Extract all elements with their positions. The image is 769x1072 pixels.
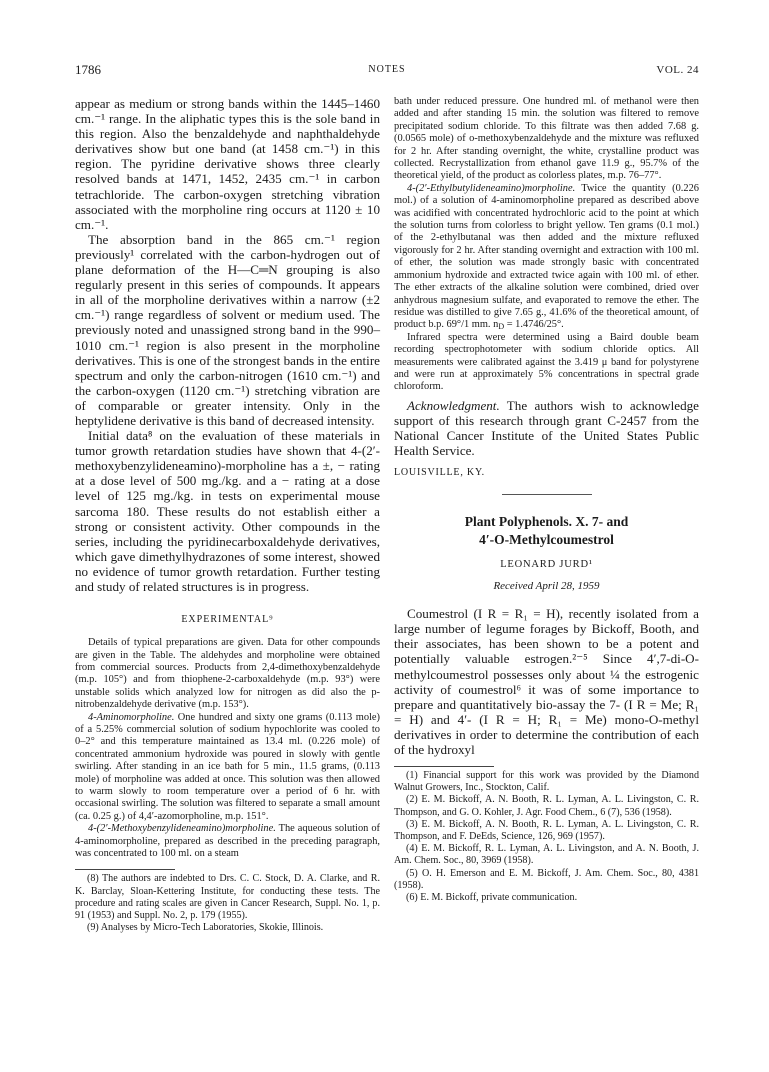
body-paragraph: Initial data⁸ on the evaluation of these materials in tumor growth retardation studies have shown that 4-(2′-methoxybenzylideneamino)-morpholine has a ±, − rating at a dose level of 500 mg./kg. and a − rating at a dose level of 125 mg./kg. in tests on experimental mouse sarcoma 180. These results do not establish either a strong or consistent activity. Other compounds in the series, including the pyridinecarboxaldehyde derivatives, which gave dimethylhydrazones of some interest, showed no evidence of tumor growth retardation. Further testing and study of related structures is in progress.: [75, 428, 380, 594]
experimental-paragraph: [394, 183, 699, 332]
author-line: LEONARD JURD¹: [500, 559, 593, 571]
footnote: (2) E. M. Bickoff, A. N. Booth, R. L. Lyman, A. L. Livingston, C. R. Thompson, and G. O. Kohler, J. Agr. Food Chem., 6 (7), 536 (1958).: [394, 794, 699, 818]
body-paragraph: Coumestrol (I R = R₁ = H), recently isolated from a large number of legume forages by Bickoff, Booth, and their associates, has been shown to be a potent and potentially valuable estrogen.²⁻⁵ Since 4′,7-di-O-methylcoumestrol possesses only about ¼ the estrogenic activity of coumestrol⁶ it was of some importance to prepare and quantitatively bio-assay the 7- (I R = Me; R₁ = H) and 4′- (I R = H; R₁ = Me) mono-O-methyl derivatives in order to determine the contribution of each of the hydroxyl: [394, 606, 699, 757]
footnotes: [394, 770, 699, 904]
refractive-index-subscript: D: [498, 322, 505, 332]
received-date: Received April 28, 1959: [493, 580, 600, 593]
experimental-paragraph: Infrared spectra were determined using a Baird double beam recording spectrophotometer with sodium chloride optics. All measurements were calibrated against the 3.419 μ band for polystyrene and were run at approximately 5% concentrations in spectral grade chloroform.: [394, 331, 699, 393]
experimental-paragraph: [75, 823, 380, 860]
experimental-paragraph: Details of typical preparations are given. Data for other compounds are given in the Table. The aldehydes and morpholine were obtained from commercial sources. Products from 2,4-dimethoxybenzaldehyde (m.p. 105°) and from thiophene-2-carboxaldehyde (m.p. 93°) were unstable solids which analyzed low for nitrogen as did also the p-nitrobenzaldehyde derivative (m.p. 153°).: [75, 637, 380, 711]
article-separator: [502, 494, 592, 495]
body-paragraph: The absorption band in the 865 cm.⁻¹ region previously¹ correlated with the carbon-hydrogen out of plane deformation of the H—C═N grouping is also regularly present in this series of compounds. It appears in all of the morpholine derivatives within a narrow (±2 cm.⁻¹) range regardless of solvent or medium used. The previously noted and unassigned strong band in the 990–1010 cm.⁻¹ region is also present in the morpholine derivatives. This is one of the strongest bands in the entire spectrum and only the carbon-nitrogen (1610 cm.⁻¹) and the carbon-oxygen (1120 cm.⁻¹) stretching vibration are of comparable or greater intensity. Only in the heptylidene derivative is this band of decreased intensity.: [75, 231, 380, 428]
compound-title: 4-(2′-Methoxybenzylideneamino)morpholine.: [88, 823, 276, 835]
footnote: (6) E. M. Bickoff, private communication.: [406, 892, 578, 904]
footnote: (9) Analyses by Micro-Tech Laboratories, Skokie, Illinois.: [87, 922, 324, 934]
place-line: LOUISVILLE, KY.: [394, 467, 485, 479]
footnote-rule: [394, 766, 494, 767]
article-title-line: 4′-O-Methylcoumestrol: [479, 532, 614, 548]
page-header: [75, 62, 699, 78]
article-title: [394, 513, 699, 549]
experimental-paragraph: [75, 712, 380, 824]
experimental-text: Twice the quantity (0.226 mol.) of a solution of 4-aminomorpholine prepared as described above was acidified with concentrated hydrochloric acid to the point at which the solution turns from colorless to bright yellow. Ten grams (0.1 mol.) of the 2-ethylbutanal was then added and the mixture refluxed vigorously for 2 hr. After standing overnight and extraction with 100 ml. of ether, the solution was made strongly basic with concentrated ammonium hydroxide and extracted twice again with 100 ml. of ether. The ether extracts of the alkaline solution were combined, dried over anhydrous magnesium sulfate, and evaporated to remove the ether. The residue was distilled to give 7.65 g., 41.6% of the theoretical amount, of product b.p. 69°/1 mm. n: [394, 182, 699, 331]
right-column: [394, 96, 699, 904]
footnote-rule: [75, 869, 175, 870]
experimental-text: = 1.4746/25°.: [504, 319, 564, 331]
footnote: (8) The authors are indebted to Drs. C. C. Stock, D. A. Clarke, and R. K. Barclay, Sloan-Kettering Institute, for conducting these tests. The procedure and rating scales are given in Cancer Research, Suppl. No. 1, p. 91 (1953) and Suppl. No. 2, p. 179 (1955).: [75, 873, 380, 922]
acknowledgment-title: Acknowledgment.: [407, 397, 500, 413]
compound-title: 4-Aminomorpholine.: [88, 711, 175, 723]
running-title: NOTES: [368, 64, 406, 75]
experimental-text: One hundred and sixty one grams (0.113 mole) of a 5.25% commercial solution of sodium hypochlorite was cooled to 0–2° and this temperature maintained as 13.4 ml. (0.226 mole) of concentrated ammonium hydroxide was poured in slowly with gentle swirling. After standing in an ice bath for 5 min., 11.5 grams, (0.113 mole) of morpholine was added at once. This solution was then allowed to warm slowly to room temperature over a period of 6 hr. with occasional swirling. The solution was filtered to separate a small amount (ca. 0.25 g.) of 4,4′-azomorpholine, m.p. 151°.: [75, 711, 380, 822]
footnote: (4) E. M. Bickoff, R. L. Lyman, A. L. Livingston, and A. N. Booth, J. Am. Chem. Soc., 80, 3969 (1958).: [394, 843, 699, 867]
footnote: (3) E. M. Bickoff, A. N. Booth, R. L. Lyman, A. L. Livingston, C. R. Thompson, and F. DeEds, Science, 126, 969 (1957).: [394, 818, 699, 843]
experimental-paragraph: bath under reduced pressure. One hundred ml. of methanol were then added and after standing 15 min. the solution was filtered to remove precipitated sodium chloride. To this filtrate was then added 7.68 g. (0.0565 mole) of o-methoxybenzaldehyde and the mixture was refluxed for 2 hr. After standing overnight, the white, crystalline product was collected. Recrystallization from ethanol gave 11.9 g., 95.7% of the theoretical yield, of the product as colorless plates, m.p. 76–77°.: [394, 96, 699, 182]
article-title-line: Plant Polyphenols. X. 7- and: [464, 514, 629, 530]
footnote: (1) Financial support for this work was provided by the Diamond Walnut Growers, Inc., Stockton, Calif.: [394, 770, 699, 794]
page-number: 1786: [75, 62, 101, 77]
body-paragraph: appear as medium or strong bands within the 1445–1460 cm.⁻¹ range. In the aliphatic types this is the sole band in this region. Also the benzaldehyde and naphthaldehyde derivatives show but one band (at 1458 cm.⁻¹) in this region. The pyridine derivative shows three clearly resolved bands at 1471, 1452, 2435 cm.⁻¹ in carbon tetrachloride. The carbon-oxygen stretching vibration associated with the morpholine ring occurs at 1120 ± 10 cm.⁻¹.: [75, 96, 380, 232]
footnotes: [75, 873, 380, 934]
experimental-text: The aqueous solution of 4-aminomorpholine, prepared as described in the preceding paragraph, was concentrated to 100 ml. on a steam: [75, 823, 380, 859]
footnote: (5) O. H. Emerson and E. M. Bickoff, J. Am. Chem. Soc., 80, 4381 (1958).: [394, 867, 699, 891]
volume-label: VOL. 24: [656, 64, 699, 76]
acknowledgment-text: The authors wish to acknowledge support of this research through grant C-2457 from the National Cancer Institute of the United States Public Health Service.: [394, 397, 699, 459]
left-column: [75, 96, 380, 934]
compound-title: 4-(2′-Ethylbutylideneamino)morpholine.: [407, 182, 576, 194]
acknowledgment: [394, 398, 699, 458]
experimental-heading: EXPERIMENTAL⁹: [181, 614, 274, 626]
